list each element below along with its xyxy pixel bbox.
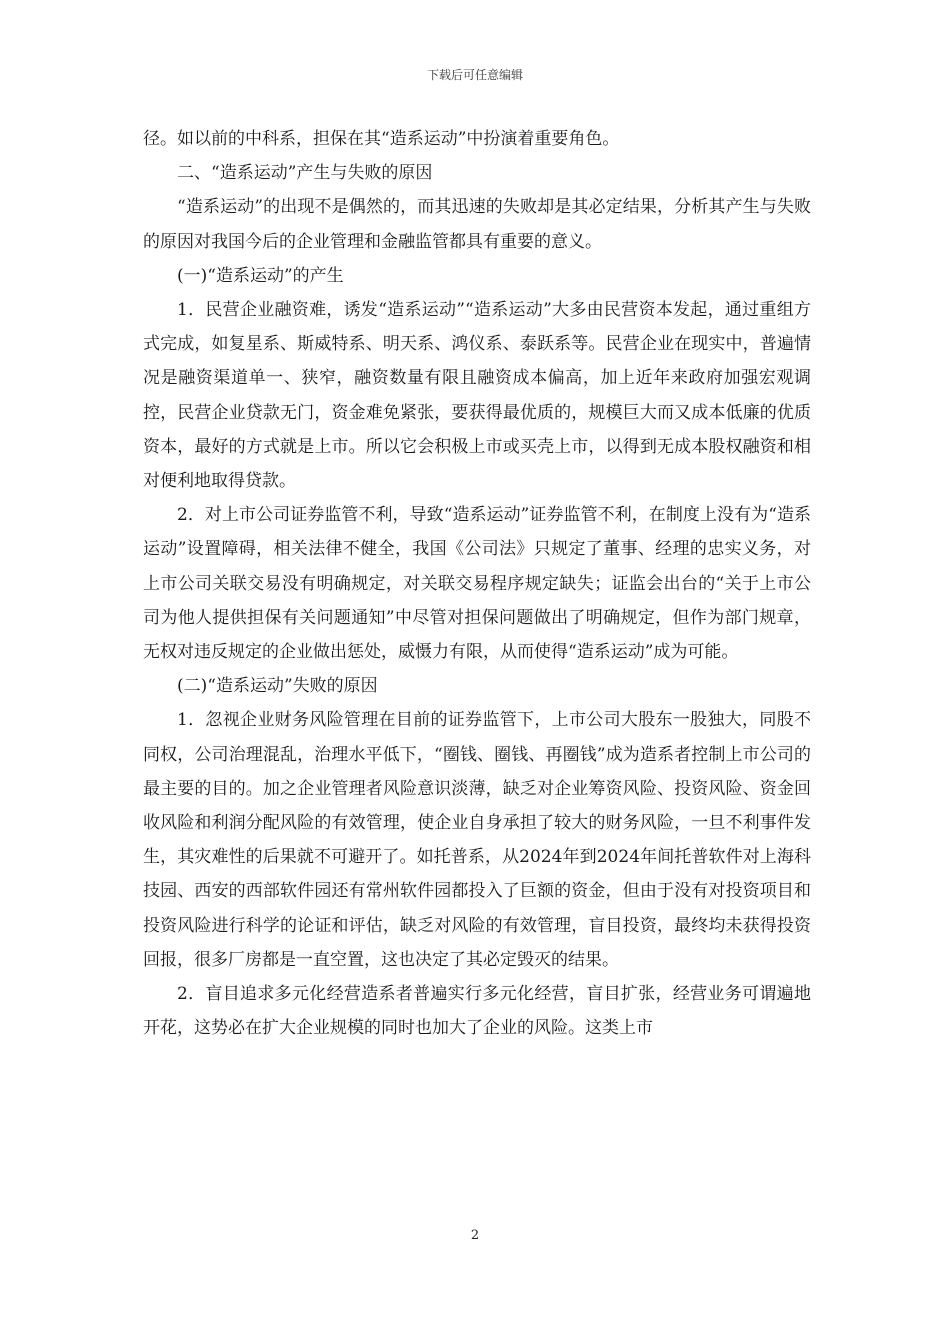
paragraph: 1．民营企业融资难，诱发“造系运动”“造系运动”大多由民营资本发起，通过重组方式完成，如复星系、斯威特系、明天系、鸿仪系、泰跃系等。民营企业在现实中，普遍情况是融资渠道单一、狭窄，融资数量有限且融资成本偏高，加上近年来政府加强宏观调控，民营企业贷款无门，资金难免紧张，要获得最优质的，规模巨大而又成本低廉的优质资本，最好的方式就是上市。所以它会积极上市或买壳上市，以得到无成本股权融资和相对便利地取得贷款。 (143, 300, 811, 492)
subsection-heading: (二)“造系运动”失败的原因 (177, 676, 378, 697)
paragraph: “造系运动”的出现不是偶然的，而其迅速的失败却是其必定结果，分析其产生与失败的原因对我国今后的企业管理和金融监管都具有重要的意义。 (143, 197, 811, 252)
paragraph: 1．忽视企业财务风险管理在目前的证券监管下，上市公司大股东一股独大，同股不同权，公司治理混乱，治理水平低下，“圈钱、圈钱、再圈钱”成为造系者控制上市公司的最主要的目的。加之企业管理者风险意识淡薄，缺乏对企业筹资风险、投资风险、资金回收风险和利润分配风险的有效管理，使企业自身承担了较大的财务风险，一旦不利事件发生，其灾难性的后果就不可避开了。如托普系，从2024年到2024年间托普软件对上海科技园、西安的西部软件园还有常州软件园都投入了巨额的资金，但由于没有对投资项目和投资风险进行科学的论证和评估，缺乏对风险的有效管理，盲目投资，最终均未获得投资回报，很多厂房都是一直空置，这也决定了其必定毁灭的结果。 (143, 710, 811, 970)
page-header-note: 下载后可任意编辑 (426, 68, 523, 82)
paragraph: 2．对上市公司证券监管不利，导致“造系运动”证券监管不利，在制度上没有为“造系运动”设置障碍，相关法律不健全，我国《公司法》只规定了董事、经理的忠实义务，对上市公司关联交易没有明确规定，对关联交易程序规定缺失；证监会出台的“关于上市公司为他人提供担保有关问题通知”中尽管对担保问题做出了明确规定，但作为部门规章，无权对违反规定的企业做出惩处，威慑力有限，从而使得“造系运动”成为可能。 (143, 505, 811, 663)
section-heading: 二、“造系运动”产生与失败的原因 (177, 163, 433, 184)
paragraph: 2．盲目追求多元化经营造系者普遍实行多元化经营，盲目扩张，经营业务可谓遍地开花，这势必在扩大企业规模的同时也加大了企业的风险。这类上市 (143, 984, 811, 1039)
document-body (143, 122, 811, 1045)
paragraph-continuation: 径。如以前的中科系，担保在其“造系运动”中扮演着重要角色。 (143, 129, 620, 149)
page-number: 2 (470, 1228, 480, 1243)
subsection-heading: (一)“造系运动”的产生 (177, 265, 344, 286)
